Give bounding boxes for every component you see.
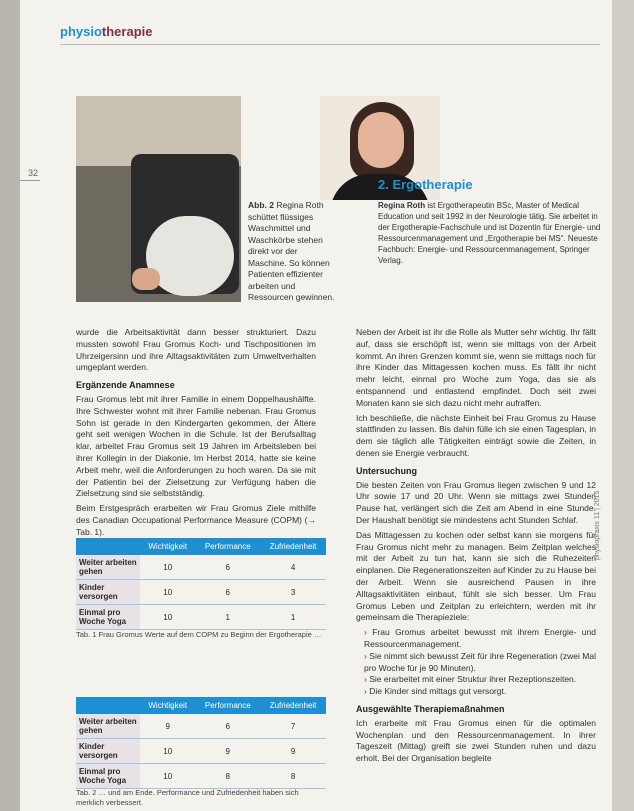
table-cell: 6 [195,714,260,739]
heading-therapiemassnahmen: Ausgewählte Therapiemaßnahmen [356,703,505,714]
table-row [76,714,326,739]
table-header-cell: Zufriedenheit [260,538,326,555]
header-brand-physio: physio [60,24,102,39]
heading-anamnese: Ergänzende Anamnese [76,380,175,391]
table-cell: 9 [260,739,326,764]
copm-paragraph: Beim Erstgespräch erarbeiten wir Frau Gromus Ziele mithilfe des Canadian Occupational Performance Measure (COPM) (→ Tab. 1). [76,503,316,537]
table-row-label: Kinder versorgen [76,739,140,764]
list-item: › Frau Gromus arbeitet bewusst mit ihrem Energie- und Ressourcenmanagement. [364,627,596,651]
table-cell: 8 [260,764,326,789]
table-row-label: Einmal pro Woche Yoga [76,605,140,630]
table-header-cell [76,538,140,555]
page-number: 32 [28,168,39,178]
table-row-label: Weiter arbeiten gehen [76,714,140,739]
section-title-ergotherapie: 2. Ergotherapie [378,177,473,192]
figure-washing-machine-photo [76,96,241,302]
list-item: › Sie erarbeitet mit einer Struktur ihrer Rezeptionszeiten. [364,674,596,686]
table-header-cell: Wichtigkeit [140,538,195,555]
table-2-caption: Tab. 2 … und am Ende. Performance und Zufriedenheit haben sich merklich verbessert. [76,788,299,807]
table-row [76,739,326,764]
anamnese-paragraph: Frau Gromus lebt mit ihrer Familie in einem Doppelhaushälfte. Ihre Schwester wohnt mit ihrer Familie nebenan. Frau Gromus Sohn ist gerade in den Kindergarten gekommen, der Ältere geht seit wenigen Wochen in die Schule. Ist der Berufsalltag klar, arbeitet Frau Gromus seit 19 Jahren im Arbeitsleben bei ihrer Kollegin in der Diakonie. Im Herbst 2014, hatte sie keine Arbeit mehr, weil die Anforderungen zu hoch waren. Da sie mit der Patientin bei der Zielsetzung zur Verfügung haben die Zielsetzung sind sie selbstständig. [76,393,316,499]
table-row [76,764,326,789]
table-cell: 9 [140,714,195,739]
left-text-column [76,327,316,542]
table-cell: 1 [260,605,326,630]
table-cell: 3 [260,580,326,605]
table-header-cell: Wichtigkeit [140,697,195,714]
table-header-cell: Zufriedenheit [260,697,326,714]
right-paragraph-2: Ich beschließe, die nächste Einheit bei Frau Gromus zu Hause stattfinden zu lassen. Bis dahin fülle ich sie einen Tagesplan, in dem sie täglich alle Tätigkeiten einträgt sowie die Zeiten, in denen sie Energie verbraucht. [356,412,596,458]
table-cell: 4 [260,555,326,580]
table-cell: 7 [260,714,326,739]
left-intro-paragraph: wurde die Arbeitsaktivität dann besser strukturiert. Dazu mussten sowohl Frau Gromus Koch- und Tischpositionen im Uhrzeigersinn und ihre Alltagsaktivitäten zum Umweltverhalten umgeplant werden. [76,327,316,373]
table-cell: 10 [140,764,195,789]
figure-2-text: Regina Roth schüttet flüssiges Waschmittel und Waschkörbe stehen direkt vor der Maschine. So können Patienten effizienter arbeiten und Ressourcen gewinnen. [248,200,335,302]
table-cell: 10 [140,739,195,764]
table-row [76,580,326,605]
page-edge [612,0,634,811]
table-row [76,555,326,580]
magazine-header [60,24,152,44]
table-header-row [76,538,326,555]
table-cell: 10 [140,580,195,605]
right-paragraph-1: Neben der Arbeit ist ihr die Rolle als Mutter sehr wichtig. Ihr fällt auf, dass sie erschöpft ist, wenn sie mittags von der Arbeit kommt. An ihren Grenzen kommt sie, wenn sie mittags noch für ihre Kinder das Mittagessen kochen muss. Es fällt ihr nicht mehr leicht, einmal pro Woche zum Yoga, das sie als entspannend und entlastend empfindet. Doch seit zwei Monaten kann sie sich dazu nicht mehr aufraffen. [356,327,596,408]
table-1-caption: Tab. 1 Frau Gromus Werte auf dem COPM zu Beginn der Ergotherapie … [76,630,322,639]
table-cell: 10 [140,605,195,630]
table-row [76,605,326,630]
machine-door [146,216,234,296]
copm-table-1 [76,538,326,630]
header-brand-therapie: therapie [101,24,153,39]
table-header-row [76,697,326,714]
right-paragraph-4: Das Mittagessen zu kochen oder selbst kann sie morgens für Frau Gromus nicht mehr zu managen. Beim Zeitplan welches mit der Arbeit zu tun hat, kann sie sich die Ruhezeiten einplanen. Die Regenerationszeiten auf Kinder zu zu Hause bei der Arbeit. Wenn sie ausreichend Pausen in ihre Alltagsaktivitäten einbaut, fühlt sie sich besser. Um Frau Gromus Leben und Zeitplan zu erleichtern, werden mit ihr gemeinsam die Therapieziele: [356,529,596,623]
table-header-cell: Performance [195,538,260,555]
table-cell: 9 [195,739,260,764]
heading-untersuchung: Untersuchung [356,465,418,476]
figure-2-caption [248,200,338,304]
header-divider [60,44,600,45]
table-cell: 1 [195,605,260,630]
list-item: › Die Kinder sind mittags gut versorgt. [364,686,596,698]
vertical-footer-text: physiopraxis 11 | 2015 [594,490,601,560]
table-cell: 6 [195,555,260,580]
page-marker-line [20,180,40,181]
right-paragraph-5: Ich erarbeite mit Frau Gromus einen für die optimalen Wochenplan und den Ressourcenmanagement. In ihrer Tageszeit (Mittag) greift sie zwei Stunden ruhen und dazu erholt. Bei der Organisation begleite [356,717,596,764]
copm-table-2 [76,697,326,789]
table-cell: 10 [140,555,195,580]
table-row-label: Kinder versorgen [76,580,140,605]
author-bio [378,200,608,266]
author-name: Regina Roth [378,201,426,210]
therapy-goals-list [356,627,596,698]
portrait-face [358,112,404,168]
right-text-column [356,327,596,768]
table-header-cell: Performance [195,697,260,714]
vertical-footer [594,490,608,760]
author-bio-text: ist Ergotherapeutin BSc, Master of Medical Education und seit 1992 in der Neurologie tätig. Sie arbeitet in der Ergotherapie-Fachschule und ist Dozentin für Energie- und Ressourcenmanagement und „Ergotherapie bei MS“. Neueste Fachbuch: Energie- und Ressourcenmanagement, Springer Verlag. [378,201,601,265]
table-row-label: Weiter arbeiten gehen [76,555,140,580]
list-item: › Sie nimmt sich bewusst Zeit für ihre Regeneration (zwei Mal pro Woche für je 90 Minuten). [364,651,596,675]
table-header-cell [76,697,140,714]
table-row-label: Einmal pro Woche Yoga [76,764,140,789]
page-gutter [0,0,20,811]
table-cell: 6 [195,580,260,605]
table-cell: 8 [195,764,260,789]
hand-pouring [132,268,160,290]
figure-2-label: Abb. 2 [248,200,274,210]
right-paragraph-3: Die besten Zeiten von Frau Gromus liegen zwischen 9 und 12 Uhr sowie 17 und 20 Uhr. Wenn sie mittags zwei Stunden Pause hat, verlängert sich die Zeit am Abend in eine Stunde. Der Haushalt benötigt sie mindestens acht Stunden Schlaf. [356,479,596,525]
